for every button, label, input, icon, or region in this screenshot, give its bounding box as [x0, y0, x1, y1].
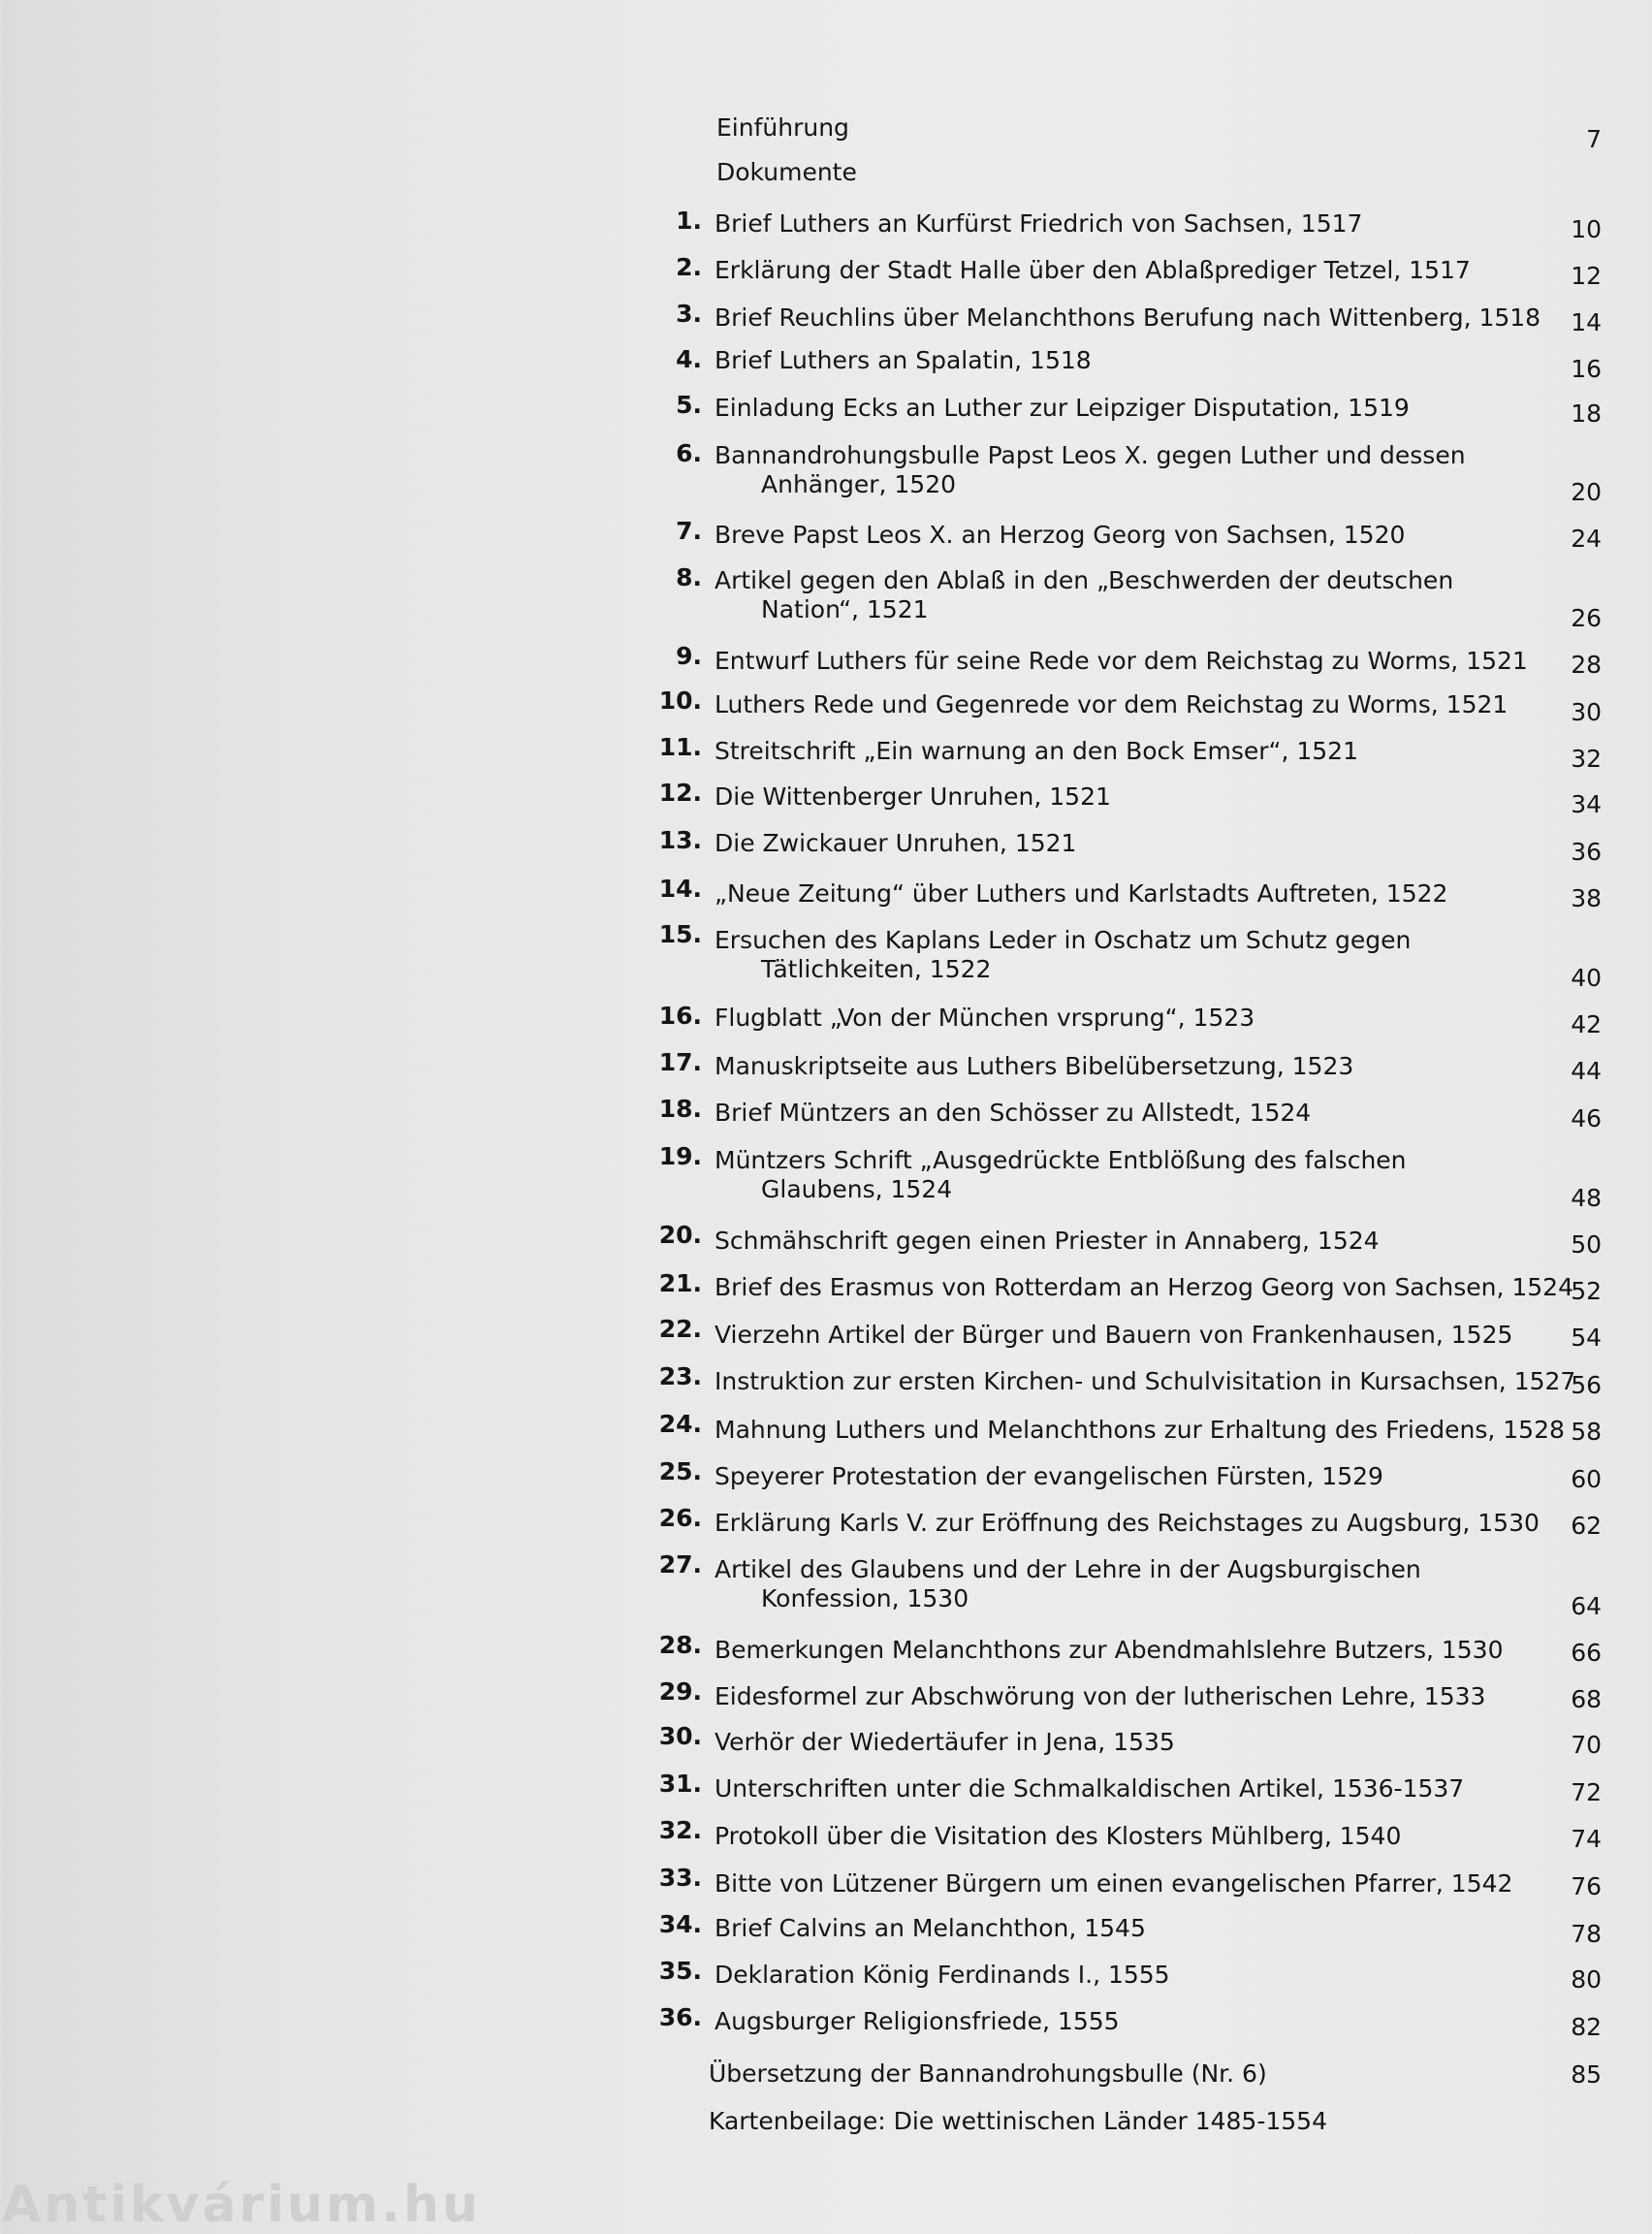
- entry-page-number: 64: [1571, 1592, 1602, 1620]
- entry-number: 14.: [658, 875, 702, 903]
- translation-page-number: 85: [1571, 2060, 1602, 2089]
- entry-page-number: 68: [1571, 1685, 1602, 1713]
- entry-title: Schmähschrift gegen einen Priester in Annaberg, 1524: [715, 1227, 1380, 1255]
- entry-page-number: 76: [1571, 1872, 1602, 1900]
- entry-title: Augsburger Religionsfriede, 1555: [715, 2007, 1120, 2035]
- watermark: Antikvárium.hu: [2, 2176, 481, 2234]
- entry-number: 9.: [676, 642, 702, 670]
- entry-title: Die Wittenberger Unruhen, 1521: [715, 782, 1111, 811]
- entry-page-number: 58: [1571, 1418, 1602, 1446]
- entry-page-number: 52: [1571, 1277, 1602, 1305]
- entry-title: Brief Luthers an Kurfürst Friedrich von Sachsen, 1517: [715, 209, 1363, 238]
- entry-page-number: 78: [1571, 1920, 1602, 1948]
- intro-page-number: 7: [1586, 125, 1602, 153]
- entry-number: 2.: [676, 253, 702, 281]
- entry-number: 25.: [658, 1457, 702, 1485]
- entry-page-number: 74: [1571, 1825, 1602, 1853]
- entry-page-number: 34: [1571, 790, 1602, 818]
- entry-title: Erklärung Karls V. zur Eröffnung des Reichstages zu Augsburg, 1530: [715, 1509, 1540, 1537]
- entry-title-line-1: Bannandrohungsbulle Papst Leos X. gegen Luther und dessen: [715, 441, 1466, 469]
- entry-title: [715, 1146, 1407, 1204]
- entry-number: 5.: [676, 391, 702, 419]
- entry-number: 34.: [658, 1910, 702, 1938]
- entry-title: Verhör der Wiedertäufer in Jena, 1535: [715, 1728, 1175, 1756]
- entry-page-number: 62: [1571, 1512, 1602, 1540]
- entry-number: 15.: [658, 920, 702, 948]
- entry-title: Brief Luthers an Spalatin, 1518: [715, 346, 1092, 374]
- entry-number: 19.: [658, 1142, 702, 1170]
- entry-number: 24.: [658, 1410, 702, 1438]
- entry-title-line-2: Glaubens, 1524: [761, 1175, 953, 1203]
- entry-number: 4.: [676, 345, 702, 373]
- entry-page-number: 20: [1571, 478, 1602, 506]
- entry-page-number: 80: [1571, 1965, 1602, 1994]
- entry-page-number: 32: [1571, 745, 1602, 773]
- entry-page-number: 26: [1571, 604, 1602, 632]
- entry-number: 27.: [658, 1550, 702, 1579]
- entry-title-line-2: Konfession, 1530: [761, 1584, 969, 1612]
- entry-title-line-1: Artikel des Glaubens und der Lehre in der Augsburgischen: [715, 1555, 1421, 1583]
- entry-page-number: 70: [1571, 1731, 1602, 1759]
- entry-number: 17.: [658, 1048, 702, 1076]
- entry-title: Luthers Rede und Gegenrede vor dem Reichstag zu Worms, 1521: [715, 690, 1509, 718]
- entry-page-number: 60: [1571, 1465, 1602, 1493]
- entry-number: 22.: [658, 1315, 702, 1343]
- entry-title: Speyerer Protestation der evangelischen Fürsten, 1529: [715, 1462, 1383, 1490]
- entry-number: 29.: [658, 1677, 702, 1706]
- entry-page-number: 30: [1571, 698, 1602, 726]
- entry-title: Protokoll über die Visitation des Klosters Mühlberg, 1540: [715, 1822, 1402, 1850]
- entry-title: Entwurf Luthers für seine Rede vor dem Reichstag zu Worms, 1521: [715, 647, 1528, 675]
- entry-title: Brief Müntzers an den Schösser zu Allstedt, 1524: [715, 1099, 1312, 1127]
- entry-number: 12.: [658, 779, 702, 807]
- entry-title-line-1: Ersuchen des Kaplans Leder in Oschatz um Schutz gegen: [715, 926, 1412, 954]
- entry-number: 30.: [658, 1722, 702, 1750]
- entry-page-number: 14: [1571, 308, 1602, 336]
- entry-number: 26.: [658, 1504, 702, 1532]
- entry-page-number: 40: [1571, 964, 1602, 992]
- entry-number: 33.: [658, 1864, 702, 1892]
- entry-number: 21.: [658, 1269, 702, 1297]
- entry-number: 6.: [676, 439, 702, 467]
- entry-title: Streitschrift „Ein warnung an den Bock Emser“, 1521: [715, 737, 1358, 765]
- entry-page-number: 36: [1571, 838, 1602, 866]
- entry-page-number: 72: [1571, 1778, 1602, 1806]
- entry-title: [715, 926, 1411, 984]
- entry-title: [715, 1555, 1421, 1613]
- entry-title: Flugblatt „Von der München vrsprung“, 1523: [715, 1004, 1255, 1032]
- translation-entry-title: Übersetzung der Bannandrohungsbulle (Nr. 6): [709, 2059, 1267, 2088]
- entry-page-number: 54: [1571, 1324, 1602, 1352]
- entry-title-line-1: Müntzers Schrift „Ausgedrückte Entblößung des falschen: [715, 1146, 1407, 1174]
- entry-page-number: 48: [1571, 1184, 1602, 1212]
- entry-title: Breve Papst Leos X. an Herzog Georg von Sachsen, 1520: [715, 521, 1406, 549]
- intro-heading: Einführung: [716, 113, 849, 142]
- entry-title: Vierzehn Artikel der Bürger und Bauern von Frankenhausen, 1525: [715, 1321, 1513, 1349]
- entry-title: Mahnung Luthers und Melanchthons zur Erhaltung des Friedens, 1528: [715, 1416, 1565, 1444]
- entry-page-number: 12: [1571, 262, 1602, 290]
- entry-page-number: 10: [1571, 215, 1602, 243]
- entry-title: Erklärung der Stadt Halle über den Ablaßprediger Tetzel, 1517: [715, 256, 1471, 284]
- entry-title: [715, 441, 1466, 499]
- entry-page-number: 82: [1571, 2013, 1602, 2041]
- entry-page-number: 18: [1571, 399, 1602, 428]
- entry-title: Eidesformel zur Abschwörung von der lutherischen Lehre, 1533: [715, 1682, 1486, 1710]
- entry-title: „Neue Zeitung“ über Luthers und Karlstadts Auftreten, 1522: [715, 879, 1448, 908]
- entry-number: 7.: [676, 517, 702, 545]
- entry-number: 20.: [658, 1221, 702, 1249]
- map-supplement-entry: Kartenbeilage: Die wettinischen Länder 1485-1554: [709, 2107, 1327, 2135]
- entry-number: 1.: [676, 207, 702, 235]
- entry-page-number: 44: [1571, 1057, 1602, 1085]
- entry-title: Einladung Ecks an Luther zur Leipziger Disputation, 1519: [715, 394, 1410, 422]
- entry-page-number: 24: [1571, 525, 1602, 553]
- entry-title-line-1: Artikel gegen den Ablaß in den „Beschwerden der deutschen: [715, 566, 1454, 594]
- entry-number: 11.: [658, 733, 702, 761]
- entry-title: Deklaration König Ferdinands I., 1555: [715, 1961, 1170, 1989]
- entry-number: 35.: [658, 1957, 702, 1985]
- entry-title: [715, 566, 1453, 624]
- entry-number: 16.: [658, 1002, 702, 1030]
- entry-page-number: 66: [1571, 1639, 1602, 1667]
- entry-title: Bemerkungen Melanchthons zur Abendmahlslehre Butzers, 1530: [715, 1636, 1504, 1664]
- entry-number: 36.: [658, 2003, 702, 2031]
- entry-title-line-2: Nation“, 1521: [761, 595, 929, 623]
- entry-title-line-2: Anhänger, 1520: [761, 470, 957, 498]
- entry-page-number: 50: [1571, 1230, 1602, 1259]
- entry-number: 10.: [658, 686, 702, 715]
- entry-title: Die Zwickauer Unruhen, 1521: [715, 829, 1077, 857]
- entry-page-number: 38: [1571, 884, 1602, 912]
- section-heading: Dokumente: [716, 158, 857, 186]
- entry-number: 31.: [658, 1770, 702, 1798]
- entry-page-number: 42: [1571, 1010, 1602, 1038]
- entry-page-number: 46: [1571, 1104, 1602, 1133]
- entry-number: 28.: [658, 1631, 702, 1659]
- entry-title: Brief Calvins an Melanchthon, 1545: [715, 1914, 1146, 1942]
- entry-title: Instruktion zur ersten Kirchen- und Schulvisitation in Kursachsen, 1527: [715, 1367, 1576, 1395]
- entry-title-line-2: Tätlichkeiten, 1522: [761, 955, 992, 983]
- entry-title: Manuskriptseite aus Luthers Bibelübersetzung, 1523: [715, 1052, 1354, 1080]
- entry-number: 8.: [676, 563, 702, 591]
- entry-number: 18.: [658, 1095, 702, 1123]
- entry-title: Bitte von Lützener Bürgern um einen evangelischen Pfarrer, 1542: [715, 1869, 1513, 1898]
- entry-page-number: 16: [1571, 355, 1602, 383]
- entry-title: Brief Reuchlins über Melanchthons Berufung nach Wittenberg, 1518: [715, 303, 1541, 332]
- entry-number: 13.: [658, 826, 702, 854]
- entry-number: 23.: [658, 1362, 702, 1390]
- entry-title: Brief des Erasmus von Rotterdam an Herzog Georg von Sachsen, 1524: [715, 1273, 1573, 1301]
- entry-title: Unterschriften unter die Schmalkaldischen Artikel, 1536-1537: [715, 1774, 1465, 1803]
- entry-page-number: 56: [1571, 1371, 1602, 1399]
- entry-page-number: 28: [1571, 651, 1602, 679]
- entry-number: 3.: [676, 300, 702, 328]
- entry-number: 32.: [658, 1816, 702, 1844]
